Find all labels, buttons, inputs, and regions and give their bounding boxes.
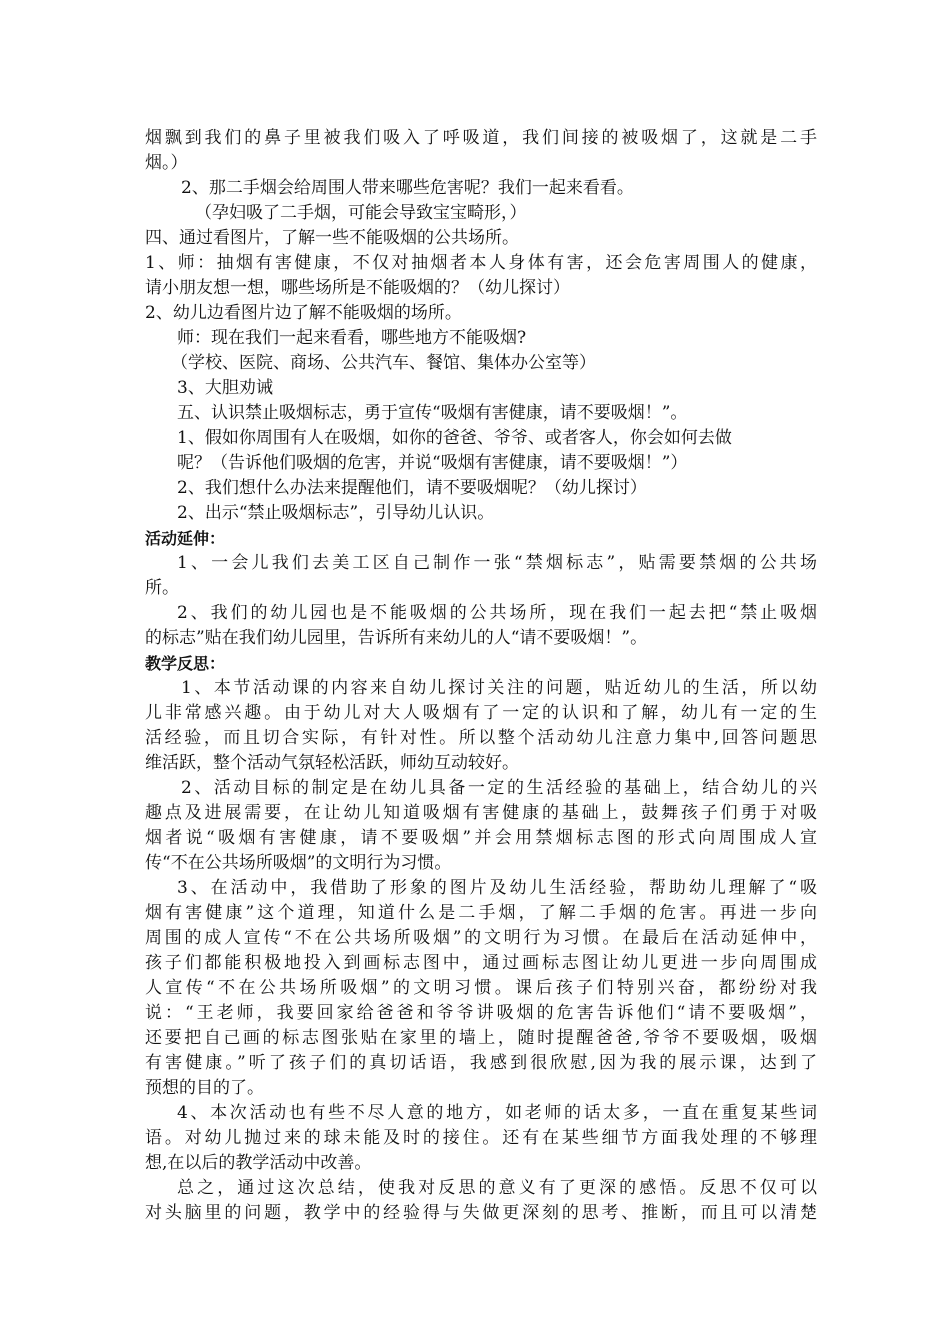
section-heading: 教学反思：	[145, 654, 226, 673]
text-line: 3、大胆劝诫	[177, 378, 273, 398]
text-line: 2、我们的幼儿园也是不能吸烟的公共场所，现在我们一起去把“禁止吸烟	[177, 603, 817, 623]
text-line: 2、幼儿边看图片边了解不能吸烟的场所。	[145, 303, 462, 323]
text-line: 烟有害健康”这个道理，知道什么是二手烟，了解二手烟的危害。再进一步向	[145, 903, 817, 923]
text-line: 烟。）	[145, 153, 188, 173]
text-line: 3、在活动中，我借助了形象的图片及幼儿生活经验，帮助幼儿理解了“吸	[177, 878, 817, 898]
text-line: 说：“王老师，我要回家给爸爸和爷爷讲吸烟的危害告诉他们“请不要吸烟”，	[145, 1003, 817, 1023]
text-line: （孕妇吸了二手烟，可能会导致宝宝畸形，）	[195, 203, 527, 223]
text-line: 四、通过看图片，了解一些不能吸烟的公共场所。	[145, 228, 519, 248]
text-line: 想,在以后的教学活动中改善。	[145, 1153, 372, 1173]
text-line: 传“不在公共场所吸烟”的文明行为习惯。	[145, 853, 452, 873]
text-line: 2、活动目标的制定是在幼儿具备一定的生活经验的基础上，结合幼儿的兴	[181, 778, 817, 798]
text-line: 活经验，而且切合实际，有针对性。所以整个活动幼儿注意力集中,回答问题思	[145, 728, 817, 748]
text-line: 1、本节活动课的内容来自幼儿探讨关注的问题，贴近幼儿的生活，所以幼	[181, 678, 817, 698]
text-line: 烟者说“吸烟有害健康，请不要吸烟”并会用禁烟标志图的形式向周围成人宣	[145, 828, 817, 848]
text-line: 4、本次活动也有些不尽人意的地方，如老师的话太多，一直在重复某些词	[177, 1103, 817, 1123]
text-line: 1、师：抽烟有害健康，不仅对抽烟者本人身体有害，还会危害周围人的健康，	[145, 253, 817, 273]
text-line: 呢？（告诉他们吸烟的危害，并说“吸烟有害健康，请不要吸烟！”）	[177, 453, 688, 473]
text-line: 师：现在我们一起来看看，哪些地方不能吸烟?	[177, 328, 527, 348]
text-line: 烟飘到我们的鼻子里被我们吸入了呼吸道，我们间接的被吸烟了，这就是二手	[145, 128, 817, 148]
text-line: （学校、医院、商场、公共汽车、餐馆、集体办公室等）	[171, 353, 596, 373]
text-line: 的标志”贴在我们幼儿园里，告诉所有来幼儿的人“请不要吸烟！”。	[145, 628, 648, 648]
text-line: 预想的目的了。	[145, 1078, 264, 1098]
text-line: 周围的成人宣传“不在公共场所吸烟”的文明行为习惯。在最后在活动延伸中，	[145, 928, 817, 948]
text-line: 1、假如你周围有人在吸烟，如你的爸爸、爷爷、或者客人，你会如何去做	[177, 428, 732, 448]
text-line: 请小朋友想一想，哪些场所是不能吸烟的？（幼儿探讨）	[145, 278, 570, 298]
text-line: 还要把自己画的标志图张贴在家里的墙上，随时提醒爸爸,爷爷不要吸烟，吸烟	[145, 1028, 817, 1048]
section-heading: 活动延伸：	[145, 529, 226, 548]
text-line: 对头脑里的问题，教学中的经验得与失做更深刻的思考、推断，而且可以清楚	[145, 1203, 817, 1223]
text-line: 所。	[145, 578, 179, 598]
text-line: 2、出示“禁止吸烟标志”，引导幼儿认识。	[177, 503, 495, 523]
text-line: 1、一会儿我们去美工区自己制作一张“禁烟标志”，贴需要禁烟的公共场	[177, 553, 817, 573]
text-line: 语。对幼儿抛过来的球未能及时的接住。还有在某些细节方面我处理的不够理	[145, 1128, 817, 1148]
document-body	[145, 126, 817, 1226]
text-line: 2、那二手烟会给周围人带来哪些危害呢？我们一起来看看。	[181, 178, 634, 198]
text-line: 总之，通过这次总结，使我对反思的意义有了更深的感悟。反思不仅可以	[177, 1178, 817, 1198]
text-line: 2、我们想什么办法来提醒他们，请不要吸烟呢？（幼儿探讨）	[177, 478, 647, 498]
text-line: 孩子们都能积极地投入到画标志图中，通过画标志图让幼儿更进一步向周围成	[145, 953, 817, 973]
text-line: 五、认识禁止吸烟标志，勇于宣传“吸烟有害健康，请不要吸烟！”。	[177, 403, 688, 423]
text-line: 维活跃，整个活动气氛轻松活跃，师幼互动较好。	[145, 753, 519, 773]
text-line: 儿非常感兴趣。由于幼儿对大人吸烟有了一定的认识和了解，幼儿有一定的生	[145, 703, 817, 723]
text-line: 有害健康。”听了孩子们的真切话语，我感到很欣慰,因为我的展示课，达到了	[145, 1053, 817, 1073]
text-line: 趣点及进展需要，在让幼儿知道吸烟有害健康的基础上，鼓舞孩子们勇于对吸	[145, 803, 817, 823]
text-line: 人宣传“不在公共场所吸烟”的文明习惯。课后孩子们特别兴奋，都纷纷对我	[145, 978, 817, 998]
